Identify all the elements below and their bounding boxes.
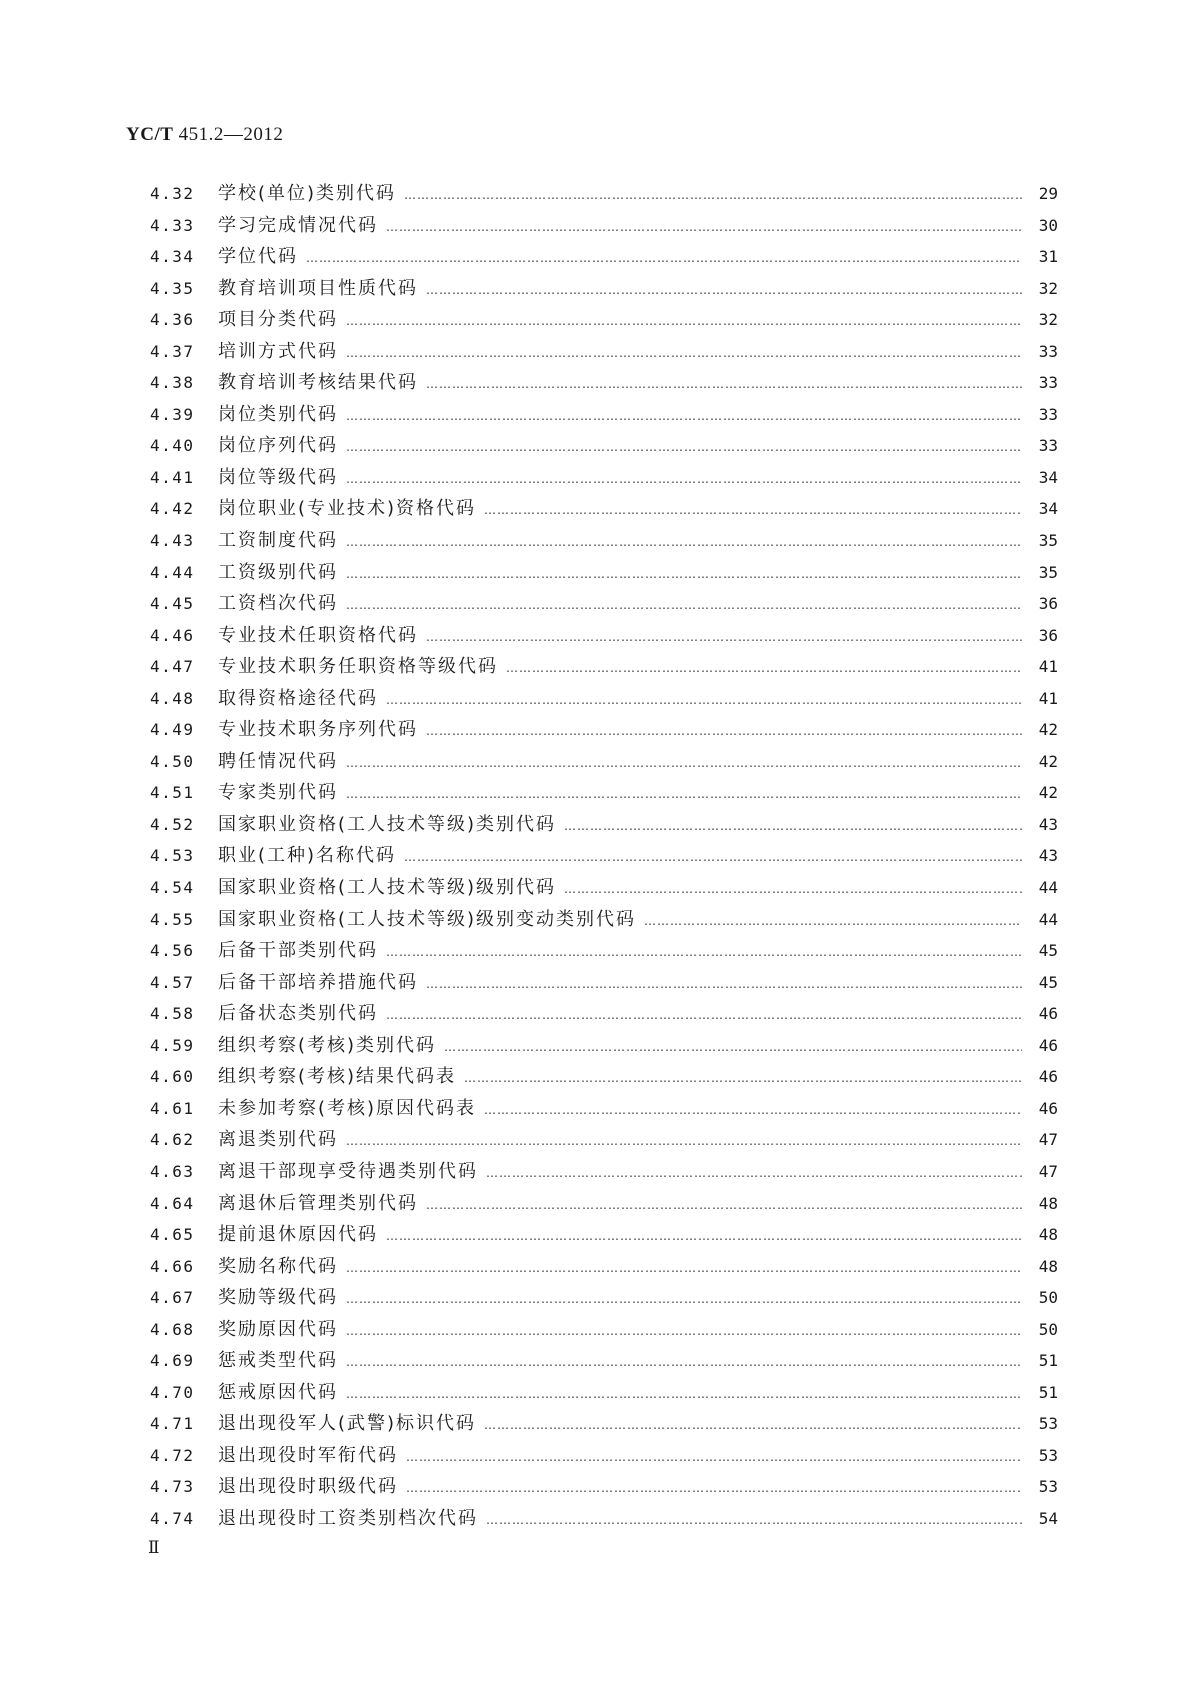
toc-dot-leader — [564, 874, 1022, 906]
toc-entry-number: 4.33 — [150, 215, 195, 235]
toc-entry-title: 国家职业资格(工人技术等级)级别变动类别代码 — [218, 908, 637, 930]
toc-entry[interactable] — [150, 1188, 1058, 1220]
toc-entry[interactable] — [150, 304, 1058, 336]
toc-dot-leader — [306, 243, 1022, 275]
toc-entry-number: 4.72 — [150, 1445, 195, 1465]
toc-dot-leader — [386, 212, 1022, 244]
toc-dot-leader — [386, 937, 1022, 969]
toc-entry-number: 4.54 — [150, 878, 195, 898]
toc-entry-number: 4.57 — [150, 972, 195, 992]
toc-entry[interactable] — [150, 1377, 1058, 1409]
toc-entry-title: 工资制度代码 — [218, 530, 338, 552]
toc-dot-leader — [644, 906, 1022, 938]
toc-entry-page: 42 — [1038, 720, 1058, 740]
toc-entry-number: 4.69 — [150, 1351, 195, 1371]
toc-entry-number: 4.46 — [150, 625, 195, 645]
toc-entry[interactable] — [150, 525, 1058, 557]
toc-entry-page: 50 — [1038, 1288, 1058, 1308]
toc-entry-page: 44 — [1038, 878, 1058, 898]
toc-entry-number: 4.56 — [150, 941, 195, 961]
table-of-contents — [150, 178, 1058, 1535]
toc-entry-page: 35 — [1038, 531, 1058, 551]
toc-entry-number: 4.67 — [150, 1288, 195, 1308]
toc-entry-page: 33 — [1038, 373, 1058, 393]
toc-entry-number: 4.48 — [150, 688, 195, 708]
toc-entry[interactable] — [150, 1440, 1058, 1472]
toc-entry-title: 学习完成情况代码 — [218, 214, 378, 236]
toc-dot-leader — [426, 969, 1022, 1001]
toc-entry-title: 培训方式代码 — [218, 340, 338, 362]
toc-entry-page: 48 — [1038, 1225, 1058, 1245]
toc-entry[interactable] — [150, 462, 1058, 494]
toc-dot-leader — [404, 842, 1022, 874]
toc-dot-leader — [346, 527, 1022, 559]
toc-entry-number: 4.73 — [150, 1477, 195, 1497]
toc-dot-leader — [406, 1473, 1022, 1505]
toc-entry-page: 51 — [1038, 1351, 1058, 1371]
toc-entry-number: 4.52 — [150, 814, 195, 834]
toc-entry-number: 4.35 — [150, 278, 195, 298]
toc-entry-page: 45 — [1038, 941, 1058, 961]
toc-entry[interactable] — [150, 1471, 1058, 1503]
toc-entry-number: 4.40 — [150, 436, 195, 456]
toc-entry-number: 4.74 — [150, 1508, 195, 1528]
toc-dot-leader — [346, 590, 1022, 622]
toc-entry-number: 4.53 — [150, 846, 195, 866]
toc-entry-number: 4.59 — [150, 1035, 195, 1055]
toc-entry-title: 岗位职业(专业技术)资格代码 — [218, 498, 477, 520]
toc-entry-page: 46 — [1038, 1004, 1058, 1024]
toc-entry[interactable] — [150, 998, 1058, 1030]
toc-entry-title: 工资档次代码 — [218, 593, 338, 615]
toc-entry-page: 36 — [1038, 594, 1058, 614]
toc-entry-page: 33 — [1038, 436, 1058, 456]
toc-dot-leader — [346, 1347, 1022, 1379]
toc-entry-page: 48 — [1038, 1256, 1058, 1276]
toc-entry-page: 30 — [1038, 215, 1058, 235]
toc-entry-page: 41 — [1038, 657, 1058, 677]
toc-entry[interactable] — [150, 399, 1058, 431]
toc-entry[interactable] — [150, 620, 1058, 652]
toc-dot-leader — [564, 811, 1022, 843]
toc-entry-number: 4.66 — [150, 1256, 195, 1276]
toc-dot-leader — [426, 1190, 1022, 1222]
toc-dot-leader — [484, 1410, 1022, 1442]
toc-dot-leader — [386, 1221, 1022, 1253]
toc-entry-title: 未参加考察(考核)原因代码表 — [218, 1097, 477, 1119]
toc-entry[interactable] — [150, 809, 1058, 841]
toc-entry-number: 4.63 — [150, 1161, 195, 1181]
toc-entry[interactable] — [150, 935, 1058, 967]
toc-entry-number: 4.71 — [150, 1414, 195, 1434]
toc-entry[interactable] — [150, 967, 1058, 999]
toc-entry-title: 取得资格途径代码 — [218, 687, 378, 709]
toc-entry-title: 退出现役时军衔代码 — [218, 1444, 398, 1466]
toc-entry[interactable] — [150, 872, 1058, 904]
toc-entry[interactable] — [150, 1251, 1058, 1283]
toc-entry-page: 32 — [1038, 310, 1058, 330]
toc-dot-leader — [346, 779, 1022, 811]
toc-dot-leader — [386, 1000, 1022, 1032]
toc-entry-number: 4.55 — [150, 909, 195, 929]
toc-entry-number: 4.37 — [150, 341, 195, 361]
toc-entry-title: 教育培训项目性质代码 — [218, 277, 418, 299]
toc-entry-title: 奖励原因代码 — [218, 1318, 338, 1340]
toc-dot-leader — [346, 306, 1022, 338]
toc-dot-leader — [404, 180, 1022, 212]
toc-dot-leader — [444, 1032, 1022, 1064]
toc-entry-title: 退出现役时职级代码 — [218, 1476, 398, 1498]
standard-number: 451.2—2012 — [178, 124, 284, 145]
toc-entry[interactable] — [150, 683, 1058, 715]
toc-entry[interactable] — [150, 651, 1058, 683]
toc-entry-title: 后备状态类别代码 — [218, 1003, 378, 1025]
toc-entry-title: 聘任情况代码 — [218, 750, 338, 772]
toc-entry-title: 奖励等级代码 — [218, 1287, 338, 1309]
toc-entry-page: 29 — [1038, 184, 1058, 203]
toc-entry[interactable] — [150, 588, 1058, 620]
toc-entry-number: 4.50 — [150, 751, 195, 771]
toc-entry[interactable] — [150, 1345, 1058, 1377]
toc-entry-number: 4.58 — [150, 1004, 195, 1024]
page-number: Ⅱ — [148, 1538, 160, 1557]
toc-dot-leader — [346, 464, 1022, 496]
toc-entry[interactable] — [150, 493, 1058, 525]
toc-entry-number: 4.64 — [150, 1193, 195, 1213]
toc-entry-title: 退出现役军人(武警)标识代码 — [218, 1413, 477, 1435]
toc-entry-page: 33 — [1038, 341, 1058, 361]
toc-entry[interactable] — [150, 557, 1058, 589]
toc-entry-page: 53 — [1038, 1445, 1058, 1465]
toc-entry-page: 46 — [1038, 1067, 1058, 1087]
toc-entry-title: 教育培训考核结果代码 — [218, 372, 418, 394]
toc-entry[interactable] — [150, 1219, 1058, 1251]
toc-entry-page: 46 — [1038, 1098, 1058, 1118]
toc-entry-page: 33 — [1038, 404, 1058, 424]
toc-entry[interactable] — [150, 273, 1058, 305]
toc-entry-number: 4.68 — [150, 1319, 195, 1339]
document-header — [126, 124, 283, 146]
toc-entry-page: 34 — [1038, 467, 1058, 487]
toc-entry[interactable] — [150, 1503, 1058, 1535]
toc-entry-page: 44 — [1038, 909, 1058, 929]
toc-entry-number: 4.49 — [150, 720, 195, 740]
toc-dot-leader — [486, 1158, 1022, 1190]
toc-entry-number: 4.70 — [150, 1382, 195, 1402]
toc-entry-title: 国家职业资格(工人技术等级)类别代码 — [218, 813, 557, 835]
toc-entry-title: 离退干部现享受待遇类别代码 — [218, 1160, 478, 1182]
toc-entry-page: 53 — [1038, 1414, 1058, 1434]
toc-entry-number: 4.32 — [150, 184, 195, 203]
toc-entry-number: 4.41 — [150, 467, 195, 487]
toc-entry-number: 4.51 — [150, 783, 195, 803]
toc-dot-leader — [346, 1284, 1022, 1316]
toc-entry-number: 4.38 — [150, 373, 195, 393]
toc-entry[interactable] — [150, 777, 1058, 809]
toc-entry[interactable] — [150, 746, 1058, 778]
toc-entry-title: 退出现役时工资类别档次代码 — [218, 1507, 478, 1529]
toc-entry-title: 组织考察(考核)类别代码 — [218, 1034, 437, 1056]
toc-dot-leader — [346, 1316, 1022, 1348]
toc-entry-title: 奖励名称代码 — [218, 1255, 338, 1277]
toc-entry-number: 4.39 — [150, 404, 195, 424]
toc-entry-page: 51 — [1038, 1382, 1058, 1402]
toc-entry-title: 岗位序列代码 — [218, 435, 338, 457]
toc-entry-title: 惩戒类型代码 — [218, 1350, 338, 1372]
toc-entry-page: 31 — [1038, 247, 1058, 267]
toc-entry[interactable] — [150, 1093, 1058, 1125]
toc-entry-number: 4.65 — [150, 1225, 195, 1245]
toc-entry-number: 4.34 — [150, 247, 195, 267]
toc-entry-page: 53 — [1038, 1477, 1058, 1497]
toc-dot-leader — [506, 653, 1022, 685]
toc-entry-number: 4.47 — [150, 657, 195, 677]
toc-dot-leader — [386, 685, 1022, 717]
toc-entry-title: 提前退休原因代码 — [218, 1224, 378, 1246]
toc-entry[interactable] — [150, 241, 1058, 273]
toc-entry-title: 后备干部培养措施代码 — [218, 971, 418, 993]
toc-entry-page: 43 — [1038, 814, 1058, 834]
toc-entry-title: 专家类别代码 — [218, 782, 338, 804]
toc-entry[interactable] — [150, 210, 1058, 242]
toc-entry-number: 4.44 — [150, 562, 195, 582]
toc-entry-page: 35 — [1038, 562, 1058, 582]
toc-dot-leader — [346, 559, 1022, 591]
toc-entry-page: 41 — [1038, 688, 1058, 708]
toc-entry[interactable] — [150, 1314, 1058, 1346]
toc-entry-page: 42 — [1038, 751, 1058, 771]
toc-entry-number: 4.45 — [150, 594, 195, 614]
toc-entry[interactable] — [150, 367, 1058, 399]
toc-entry-page: 42 — [1038, 783, 1058, 803]
toc-entry[interactable] — [150, 430, 1058, 462]
toc-entry-page: 47 — [1038, 1130, 1058, 1150]
toc-dot-leader — [346, 432, 1022, 464]
toc-entry-number: 4.43 — [150, 531, 195, 551]
toc-entry-title: 工资级别代码 — [218, 561, 338, 583]
toc-entry[interactable] — [150, 840, 1058, 872]
toc-entry-page: 32 — [1038, 278, 1058, 298]
toc-entry[interactable] — [150, 336, 1058, 368]
toc-entry-number: 4.42 — [150, 499, 195, 519]
toc-entry-title: 组织考察(考核)结果代码表 — [218, 1066, 457, 1088]
toc-dot-leader — [406, 1442, 1022, 1474]
toc-entry-page: 43 — [1038, 846, 1058, 866]
toc-entry-title: 惩戒原因代码 — [218, 1381, 338, 1403]
toc-entry-title: 岗位类别代码 — [218, 403, 338, 425]
toc-dot-leader — [426, 622, 1022, 654]
toc-entry[interactable] — [150, 1156, 1058, 1188]
toc-dot-leader — [426, 275, 1022, 307]
toc-dot-leader — [346, 401, 1022, 433]
toc-dot-leader — [346, 748, 1022, 780]
toc-entry-title: 职业(工种)名称代码 — [218, 845, 397, 867]
toc-entry-title: 项目分类代码 — [218, 309, 338, 331]
toc-entry-page: 34 — [1038, 499, 1058, 519]
toc-entry-title: 学校(单位)类别代码 — [218, 183, 397, 204]
toc-entry-title: 后备干部类别代码 — [218, 940, 378, 962]
toc-dot-leader — [346, 1379, 1022, 1411]
toc-entry-title: 离退休后管理类别代码 — [218, 1192, 418, 1214]
toc-entry[interactable] — [150, 904, 1058, 936]
toc-entry-title: 学位代码 — [218, 246, 298, 268]
toc-dot-leader — [346, 1126, 1022, 1158]
toc-entry[interactable] — [150, 1282, 1058, 1314]
toc-entry-title: 专业技术职务任职资格等级代码 — [218, 656, 498, 678]
toc-entry-title: 离退类别代码 — [218, 1129, 338, 1151]
toc-entry[interactable] — [150, 1061, 1058, 1093]
toc-entry-page: 45 — [1038, 972, 1058, 992]
toc-dot-leader — [426, 716, 1022, 748]
toc-dot-leader — [484, 495, 1022, 527]
toc-entry-page: 48 — [1038, 1193, 1058, 1213]
toc-entry[interactable] — [150, 1408, 1058, 1440]
toc-entry-page: 36 — [1038, 625, 1058, 645]
toc-entry-title: 国家职业资格(工人技术等级)级别代码 — [218, 877, 557, 899]
toc-entry-number: 4.60 — [150, 1067, 195, 1087]
toc-entry-page: 54 — [1038, 1508, 1058, 1528]
toc-entry[interactable] — [150, 1124, 1058, 1156]
toc-entry-page: 50 — [1038, 1319, 1058, 1339]
toc-dot-leader — [346, 1253, 1022, 1285]
toc-entry-number: 4.36 — [150, 310, 195, 330]
toc-entry-page: 47 — [1038, 1161, 1058, 1181]
toc-entry-number: 4.62 — [150, 1130, 195, 1150]
toc-entry-title: 岗位等级代码 — [218, 466, 338, 488]
toc-dot-leader — [464, 1063, 1022, 1095]
toc-entry-title: 专业技术职务序列代码 — [218, 719, 418, 741]
toc-entry-title: 专业技术任职资格代码 — [218, 624, 418, 646]
toc-entry[interactable] — [150, 1030, 1058, 1062]
toc-dot-leader — [346, 338, 1022, 370]
toc-entry-number: 4.61 — [150, 1098, 195, 1118]
toc-dot-leader — [484, 1095, 1022, 1127]
toc-dot-leader — [486, 1505, 1022, 1537]
toc-entry[interactable] — [150, 178, 1058, 210]
toc-entry-page: 46 — [1038, 1035, 1058, 1055]
toc-dot-leader — [426, 369, 1022, 401]
standard-code: YC/T — [126, 124, 174, 145]
toc-entry[interactable] — [150, 714, 1058, 746]
